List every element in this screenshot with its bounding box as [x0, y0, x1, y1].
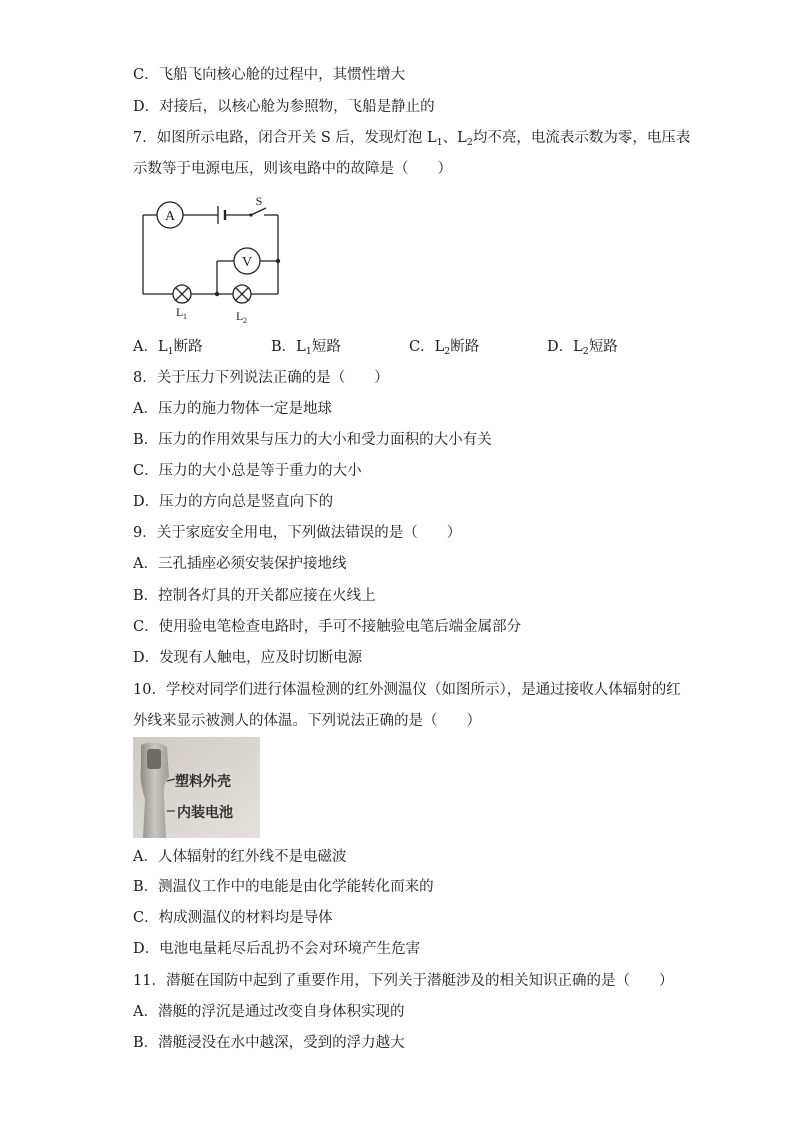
- q8-stem: 8．关于压力下列说法正确的是（ ）: [133, 370, 389, 386]
- q8-option-b: B．压力的作用效果与压力的大小和受力面积的大小有关: [133, 432, 492, 448]
- q7-stem-line2: 示数等于电源电压，则该电路中的故障是（ ）: [133, 161, 452, 177]
- switch-label: S: [255, 194, 263, 208]
- q9-option-b: B．控制各灯具的开关都应接在火线上: [133, 588, 376, 604]
- q6-option-c: C．飞船飞向核心舱的过程中，其惯性增大: [133, 67, 406, 83]
- q9-option-c: C．使用验电笔检查电路时，手可不接触验电笔后端金属部分: [133, 619, 522, 635]
- lamp2-label: L: [236, 309, 244, 323]
- photo-label-battery: 内装电池: [177, 805, 233, 821]
- junction-dot-right: [276, 259, 280, 263]
- q7-stem-line1: 7．如图所示电路，闭合开关 S 后，发现灯泡 $L_1$、$L_2$均不亮，电流表示数为零，电压表: [133, 130, 691, 148]
- q7-option-d: D．$L_2$短路: [547, 339, 618, 357]
- q9-stem: 9．关于家庭安全用电，下列做法错误的是（ ）: [133, 525, 462, 541]
- q9-option-d: D．发现有人触电，应及时切断电源: [133, 650, 363, 666]
- q11-option-a: A．潜艇的浮沉是通过改变自身体积实现的: [133, 1004, 405, 1020]
- q7-option-a: A．$L_1$断路: [133, 339, 203, 357]
- photo-label-shell: 塑料外壳: [175, 774, 231, 790]
- q10-stem-line1: 10．学校对同学们进行体温检测的红外测温仪（如图所示），是通过接收人体辐射的红: [133, 682, 681, 698]
- switch-contact: [249, 213, 252, 216]
- lamp1-label-sub: 1: [183, 312, 187, 321]
- q7-circuit-diagram: [130, 190, 290, 330]
- q8-option-d: D．压力的方向总是竖直向下的: [133, 494, 334, 510]
- q8-option-a: A．压力的施力物体一定是地球: [133, 401, 332, 417]
- q9-option-a: A．三孔插座必须安装保护接地线: [133, 556, 347, 572]
- junction-dot-left: [215, 292, 219, 296]
- lamp1-label: L: [176, 305, 184, 319]
- q10-stem-line2: 外线来显示被测人的体温。下列说法正确的是（ ）: [133, 713, 481, 729]
- q10-option-b: B．测温仪工作中的电能是由化学能转化而来的: [133, 879, 434, 895]
- q7-option-c: C．$L_2$断路: [409, 339, 480, 357]
- thermometer-display: [147, 749, 161, 769]
- q8-option-c: C．压力的大小总是等于重力的大小: [133, 463, 362, 479]
- voltmeter-label: V: [241, 255, 253, 270]
- switch-blade: [251, 208, 266, 215]
- q11-stem: 11．潜艇在国防中起到了重要作用，下列关于潜艇涉及的相关知识正确的是（ ）: [133, 973, 674, 989]
- q6-option-d: D．对接后，以核心舱为参照物，飞船是静止的: [133, 99, 435, 115]
- q10-thermometer-photo: [133, 737, 260, 838]
- q10-option-c: C．构成测温仪的材料均是导体: [133, 910, 333, 926]
- q11-option-b: B．潜艇浸没在水中越深，受到的浮力越大: [133, 1035, 405, 1051]
- q7-option-b: B．$L_1$短路: [271, 339, 341, 357]
- lamp2-label-sub: 2: [243, 316, 247, 325]
- q10-option-d: D．电池电量耗尽后乱扔不会对环境产生危害: [133, 941, 421, 957]
- q7-options: [133, 337, 693, 357]
- q10-option-a: A．人体辐射的红外线不是电磁波: [133, 849, 347, 865]
- ammeter-label: A: [164, 209, 176, 224]
